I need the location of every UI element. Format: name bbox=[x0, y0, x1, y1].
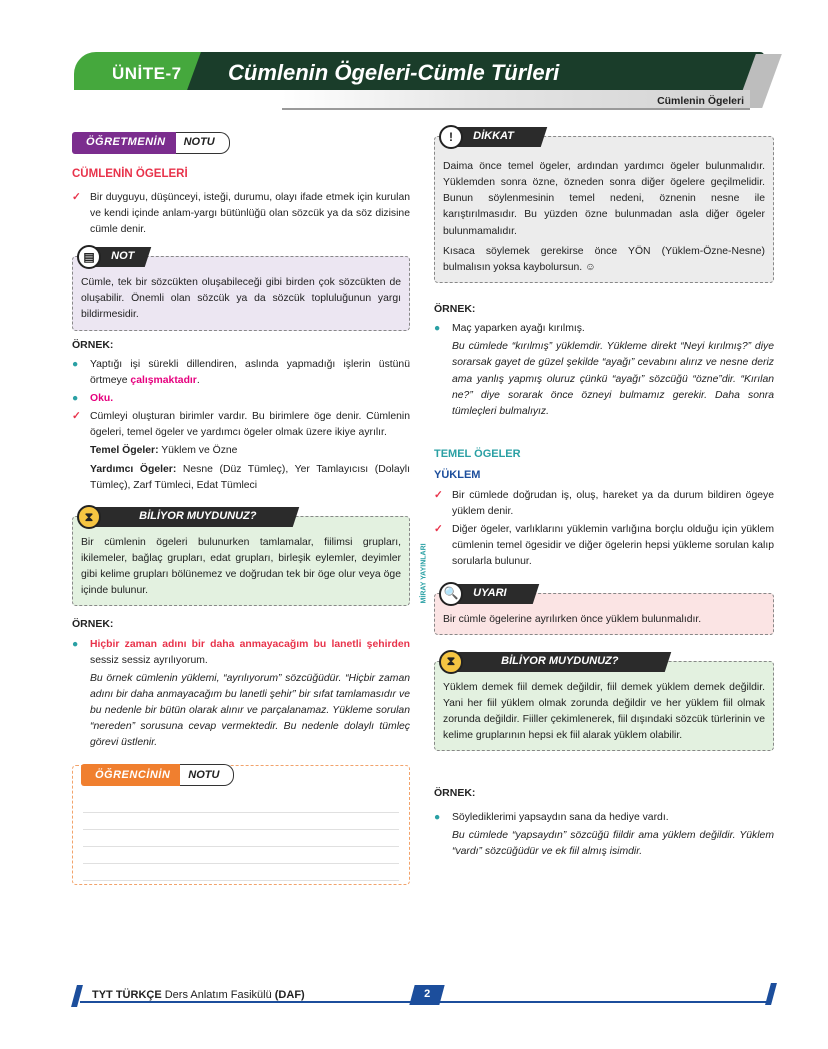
check-icon: ✓ bbox=[434, 524, 443, 536]
dikkat-box-header bbox=[439, 125, 544, 149]
bullet-icon: ● bbox=[72, 393, 79, 405]
example-item-4: ● Hiçbir zaman adını bir daha anmayacağım bu lanetli şehirden sessiz sessiz ayrılıyorum. bbox=[72, 638, 410, 666]
section-title: CÜMLENİN ÖGELERİ bbox=[72, 168, 188, 180]
yuklem-title: YÜKLEM bbox=[434, 468, 481, 481]
definition-item bbox=[72, 190, 410, 238]
page-number: 2 bbox=[409, 985, 444, 1005]
page-header bbox=[74, 52, 774, 112]
uyari-box-header bbox=[439, 582, 536, 606]
biliyor-box-text: Bir cümlenin ögeleri bulunurken tamlamalar, fiilimsi grupları, ikilemeler, bağlaç grupları, edat grupları, birleşik eylemler, deyimler gibi kelime grupları bölünemez ve doğrudan tek bir öge olur veya öge içinde bulunur. bbox=[81, 536, 401, 597]
yuklem-item-2: ✓ Diğer ögeler, varlıklarını yüklemin varlığına borçlu olduğu için yüklem cümlenin temel ögesidir ve diğer ögelerin hepsi yükleme sorulan kalıp sorularla bulunur. bbox=[434, 524, 774, 568]
teacher-badge-part2: NOTU bbox=[176, 132, 230, 154]
left-column bbox=[72, 132, 410, 885]
note-line bbox=[83, 847, 399, 864]
student-badge-part2: NOTU bbox=[180, 764, 234, 786]
example-item-2: ● Oku. bbox=[72, 391, 410, 407]
document-icon: ▤ bbox=[77, 245, 101, 269]
check-icon: ✓ bbox=[72, 191, 81, 203]
bullet-icon: ● bbox=[434, 323, 441, 335]
note-line bbox=[83, 813, 399, 830]
example-r2-explanation: Bu cümlede “yapsaydın” sözcüğü fiildir ama yüklem değildir. Yüklem “vardı” sözcüğüdür ve ek fiil almış isimdir. bbox=[452, 829, 774, 857]
ornek-heading-r2: ÖRNEK: bbox=[434, 787, 476, 800]
temel-ogeler-title: TEMEL ÖGELER bbox=[434, 447, 521, 460]
hourglass-icon: ⧗ bbox=[439, 650, 463, 674]
note-line bbox=[83, 830, 399, 847]
biliyor-box-right bbox=[434, 654, 774, 752]
subtitle-bar bbox=[282, 90, 750, 110]
subtitle: Cümlenin Ögeleri bbox=[657, 95, 744, 107]
uyari-box bbox=[434, 586, 774, 635]
ornek-heading-r1: ÖRNEK: bbox=[434, 302, 476, 315]
yuklem-item-1: ✓ Bir cümlede doğrudan iş, oluş, hareket ya da durum bildiren ögeye yüklem denir. bbox=[434, 489, 774, 518]
dikkat-box-text-2: Kısaca söylemek gerekirse önce YÖN (Yüklem-Özne-Nesne) bulmalısın yoksa kaybolursun. ☺ bbox=[443, 245, 765, 273]
not-box bbox=[72, 249, 410, 330]
dikkat-box-text-1: Daima önce temel ögeler, ardından yardımcı ögeler bulunmalıdır. Yüklemden sonra özne, özneden sonra diğer ögelere geçilmelidir. Bunun söylenmesinin temel nedeni, öznenin nesne ile karıştırılmasıdır. Bu yüzden özne bulunmadan asla diğer ögeler bulunmamalıdır. bbox=[443, 161, 765, 237]
page-footer bbox=[74, 985, 774, 1007]
biliyor-box-header-r bbox=[439, 650, 668, 674]
uyari-box-text: Bir cümle ögelerine ayrılırken önce yüklem bulunmalıdır. bbox=[443, 613, 702, 625]
unit-label: ÜNİTE-7 bbox=[112, 64, 182, 83]
biliyor-box-text-r: Yüklem demek fiil demek değildir, fiil demek yüklem demek değildir. Yani her fiil yüklem olmak zorunda değildir ve her yüklem fiil olmak zorunda değildir. Fiiller çekimlenerek, fiil dışındaki sözcük türlerinin ve kelime gruplarının hepsi ek fiil alarak yüklem olabilir. bbox=[443, 681, 765, 742]
ornek-heading-1: ÖRNEK: bbox=[72, 338, 114, 351]
yardimci-ogeler-line: Yardımcı Ögeler: Nesne (Düz Tümleç), Yer Tamlayıcısı (Dolaylı Tümleç), Zarf Tümleci, Edat Tümleci bbox=[90, 463, 410, 491]
note-line bbox=[83, 864, 399, 881]
highlighted-verb: çalışmaktadır bbox=[130, 374, 197, 386]
student-note-badge bbox=[81, 764, 234, 786]
teacher-badge-part1: ÖĞRETMENİN bbox=[72, 132, 176, 154]
bullet-icon: ● bbox=[434, 811, 441, 823]
warning-icon: ! bbox=[439, 125, 463, 149]
example-item-3: ✓ Cümleyi oluşturan birimler vardır. Bu birimlere öge denir. Cümlenin ögeleri, temel ögeler ve yardımcı ögeler olmak üzere ikiye ayrılır. bbox=[72, 411, 410, 439]
student-notes-box bbox=[72, 765, 410, 885]
check-icon: ✓ bbox=[72, 411, 81, 423]
not-box-text: Cümle, tek bir sözcükten oluşabileceği gibi birden çok sözcükten de oluşabilir. Önemli olan sözcük ya da sözcük topluluğunun yargı bildirmesidir. bbox=[81, 277, 401, 321]
definition-text: Bir duyguyu, düşünceyi, isteği, durumu, olayı ifade etmek için kurulan ve kendi içinde anlam-yargı bütünlüğü olan sözcük ya da söz dizisine cümle denir. bbox=[90, 191, 410, 236]
teacher-note-badge bbox=[72, 132, 410, 154]
example-item-r1: ● Maç yaparken ayağı kırılmış. bbox=[434, 321, 774, 337]
not-box-header bbox=[77, 245, 148, 269]
page-title: Cümlenin Ögeleri-Cümle Türleri bbox=[228, 60, 560, 85]
example-4-explanation: Bu örnek cümlenin yüklemi, “ayrılıyorum” sözcüğüdür. “Hiçbir zaman adını bir daha anmayacağım bu lanetli şehir” bir sıfat tamlamasıdır ve bu nedenle bir bütün olarak alınır ve parçalanamaz. Yükleme sorulan “nereden” sorusuna cevap vermektedir. Bu nedenle dolaylı tümleç görevi üstlenir. bbox=[90, 672, 410, 749]
biliyor-box-left bbox=[72, 509, 410, 607]
example-item-r2: ● Söylediklerimi yapsaydın sana da hediye vardı. bbox=[434, 810, 774, 826]
not-box-label: NOT bbox=[86, 247, 152, 267]
right-column bbox=[434, 129, 774, 860]
example-r1-explanation: Bu cümlede “kırılmış” yüklemdir. Yükleme direkt “Neyi kırılmış?” diye sorarsak gayet de güzel şekilde “ayağı” cevabını alırız ve nesne deriz ama yanlış yapmış oluruz çünkü “ayağı” sözcüğü “özne”dir. “Kırılan ne?” diye sorarak önce özneyi bulmamız gerekir. Daha sonra tümleçleri bulmalıyız. bbox=[452, 341, 774, 417]
hourglass-icon: ⧗ bbox=[77, 505, 101, 529]
uyari-box-label: UYARI bbox=[448, 584, 540, 604]
magnifier-icon: 🔍 bbox=[439, 582, 463, 606]
student-badge-part1: ÖĞRENCİNİN bbox=[81, 764, 180, 786]
temel-ogeler-line: Temel Ögeler: Yüklem ve Özne bbox=[90, 445, 238, 457]
biliyor-box-header bbox=[77, 505, 296, 529]
check-icon: ✓ bbox=[434, 489, 443, 501]
biliyor-box-label-r: BİLİYOR MUYDUNUZ? bbox=[448, 652, 672, 672]
note-line bbox=[83, 796, 399, 813]
bullet-icon: ● bbox=[72, 638, 79, 650]
example-item-1: ● Yaptığı işi sürekli dillendiren, aslında yapmadığı işlerin üstünü örtmeye çalışmaktadır. bbox=[72, 358, 410, 386]
footer-book-title: TYT TÜRKÇE Ders Anlatım Fasikülü (DAF) bbox=[92, 989, 305, 1001]
dikkat-box bbox=[434, 129, 774, 283]
ornek-heading-2: ÖRNEK: bbox=[72, 618, 114, 631]
publisher-side-text: MİRAY YAYINLARI bbox=[420, 543, 428, 604]
bullet-icon: ● bbox=[72, 358, 79, 370]
biliyor-box-label: BİLİYOR MUYDUNUZ? bbox=[86, 507, 300, 527]
dikkat-box-label: DİKKAT bbox=[448, 127, 547, 147]
